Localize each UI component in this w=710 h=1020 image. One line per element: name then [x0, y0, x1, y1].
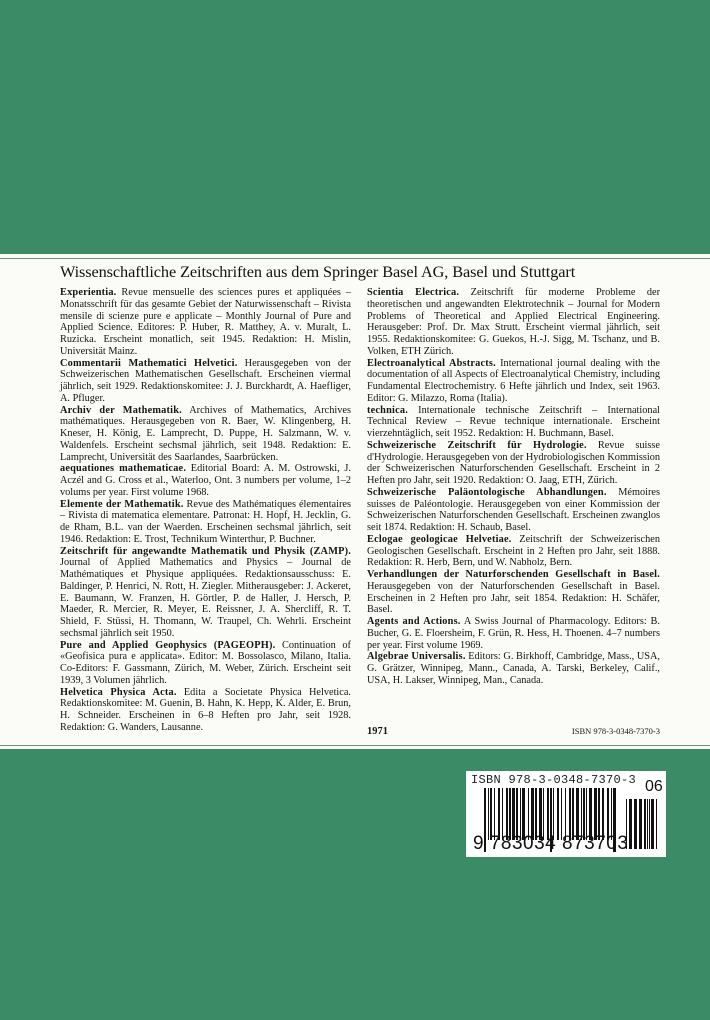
journal-entry: [367, 358, 660, 405]
year: 1971: [367, 726, 388, 737]
journal-entry: [60, 358, 351, 405]
journal-entry: [367, 651, 660, 686]
barcode-addon-bar: [656, 799, 657, 849]
journal-description: Zeitschrift der Schweizerischen Geologischen Gesellschaft. Erscheint in 2 Heften pro Jahr, seit 1888. Redaktion: R. Herb, Bern, und W. Nabholz, Bern.: [367, 533, 660, 569]
panel-footer: [367, 726, 660, 737]
journal-description: Herausgegeben von der Naturforschenden Gesellschaft in Basel. Erscheinen in 2 Heften pro Jahr, seit 1854. Redaktion: H. Schäfer, Basel.: [367, 580, 660, 616]
journal-name: technica.: [367, 404, 408, 416]
barcode-addon-bar: [651, 799, 654, 849]
journal-description: Archives of Mathematics, Archives mathématiques. Herausgegeben von R. Baer, W. Klingenberg, H. Kneser, H. König, E. Lamprecht, D. Puppe, H. Salzmann, W. v. Waldenfels. Erscheint sechsmal jährlich, seit 1948. Redaktion: E. Lamprecht, Universität des Saarlandes, Saarbrücken.: [60, 404, 351, 463]
journal-entry: [60, 687, 351, 734]
journal-name: aequationes mathematicae.: [60, 463, 187, 475]
journal-entry: [367, 616, 660, 651]
journal-entry: [367, 534, 660, 569]
journal-name: Archiv der Mathematik.: [60, 404, 182, 416]
journal-entry: [367, 405, 660, 440]
barcode-addon-bar: [629, 799, 632, 849]
journal-name: Scientia Electrica.: [367, 287, 460, 298]
journal-description: Journal of Applied Mathematics and Physics – Journal de Mathématiques et Physique appliquées. Redaktionsausschuss: E. Baldinger, P. Henrici, N. Rott, H. Ziegler. Mitherausgeber: J. Ackeret, E. Baumann, W. Franzen, H. Görtler, P. de Haller, J. Hersch, P. Maeder, R. Mercier, R. Meyer, E. Reissner, J. A. Shercliff, R. T. Shield, F. Stüssi, H. Thomann, W. Traupel, Ch. Wehrli. Erscheint sechsmal jährlich seit 1950.: [60, 557, 351, 639]
barcode-addon-bar: [649, 799, 650, 849]
journal-name: Electroanalytical Abstracts.: [367, 357, 496, 369]
journal-description: A Swiss Journal of Pharmacology. Editors: B. Bucher, G. E. Floersheim, F. Grün, R. Hess, H. Thoenen. 4–7 numbers per year. First volume 1969.: [367, 616, 660, 651]
journal-name: Experientia.: [60, 287, 117, 298]
journal-entry: [367, 569, 660, 616]
journal-name: Zeitschrift für angewandte Mathematik und Physik (ZAMP).: [60, 545, 351, 557]
journal-name: Commentarii Mathematici Helvetici.: [60, 357, 238, 369]
journal-entry: [367, 440, 660, 487]
journal-entry: [60, 463, 351, 498]
journal-entry: [367, 487, 660, 534]
journal-name: Pure and Applied Geophysics (PAGEOPH).: [60, 639, 276, 651]
barcode-digits: 9 783034 873703: [473, 833, 629, 854]
journal-description: Zeitschrift für moderne Probleme der theoretischen und angewandten Elektrotechnik – Journal for Modern Problems of Theoretical and Applied Electrical Engineering. Herausgeber: Prof. Dr. Max Strutt. Erscheint viermal jährlich, seit 1955. Redaktionskomitee: G. Guekos, H.-J. Sigg, M. Tschanz, und B. Volken, ETH Zürich.: [367, 287, 661, 357]
journal-description: Herausgegeben von der Schweizerischen Mathematischen Gesellschaft. Erscheinen viermal jährlich, seit 1929. Redaktionskomitee: J. J. Burckhardt, A. Haefliger, A. Pfluger.: [60, 357, 352, 404]
barcode-addon-bar: [634, 799, 637, 849]
barcode-isbn-label: ISBN 978-3-0348-7370-3: [471, 773, 637, 787]
journal-entry: [60, 640, 351, 687]
journal-description: Editors: G. Birkhoff, Cambridge, Mass., USA, G. Grätzer, Winnipeg, Mann., Canada, A. Tarski, Berkeley, Calif., USA, H. Lakser, Winnipeg, Man., Canada.: [367, 651, 660, 686]
journal-name: Eclogae geologicae Helvetiae.: [367, 533, 512, 545]
isbn-text: ISBN 978-3-0348-7370-3: [571, 726, 660, 736]
journal-name: Schweizerische Zeitschrift für Hydrologie.: [367, 439, 587, 451]
barcode-addon-bar: [644, 799, 646, 849]
journal-description: Revue mensuelle des sciences pures et appliquées – Monatsschrift für das gesamte Gebiet der Naturwissenschaft – Rivista mensile di scienze pure e applicate – Monthly Journal of Pure and Applied Science. Editores: P. Huber, R. Matthey, A. v. Muralt, L. Ruzicka. Erscheint monatlich, seit 1945. Redaktion: H. Mislin, Universität Mainz.: [60, 287, 351, 357]
top-rule: [0, 258, 710, 259]
journal-name: Agents and Actions.: [367, 616, 461, 627]
page-title: Wissenschaftliche Zeitschriften aus dem Springer Basel AG, Basel und Stuttgart: [60, 262, 576, 281]
isbn-barcode: [466, 771, 666, 857]
journal-entry: [60, 405, 351, 464]
journal-description: Mémoires suisses de Paléontologie. Herausgegeben von einer Kommission der Schweizerischen Naturforschenden Gesellschaft. Erscheinen zwanglos seit 1874. Redaktion: H. Schaub, Basel.: [367, 486, 660, 533]
journal-description: Continuation of «Geofisica pura e applicata». Editor: M. Bossolasco, Milano, Italia. Co-Editors: F. Gassmann, Zürich, M. Weber, Zürich. Erscheint seit 1939, 3 Volumen jährlich.: [60, 639, 351, 686]
barcode-addon-bar: [639, 799, 642, 849]
journal-description: Revue suisse d'Hydrologie. Herausgegeben von der Hydrobiologischen Kommission der Schweizerischen Naturforschenden Gesellschaft. Erscheint in 2 Heften pro Jahr, seit 1920. Redaktion: O. Jaag, ETH, Zürich.: [367, 439, 660, 486]
journal-name: Verhandlungen der Naturforschenden Gesellschaft in Basel.: [367, 569, 660, 580]
journal-description: Editorial Board: A. M. Ostrowski, J. Aczél and G. Cross et al., Waterloo, Ont. 3 numbers per volume, 1–2 volums per year. First volume 1968.: [60, 463, 351, 498]
journal-name: Algebrae Universalis.: [367, 651, 466, 663]
journal-entry: [367, 287, 660, 358]
bottom-rule: [0, 745, 710, 746]
journal-name: Elemente der Mathematik.: [60, 498, 184, 510]
journal-entry: [60, 546, 351, 640]
journal-description: Revue des Mathématiques élementaires – Rivista di matematica elementare. Patronat: H. Hopf, H. Jecklin, G. de Rham, B.L. van der Waerden. Erscheinen sechsmal jährlich, seit 1946. Redaktion: E. Trost, Technikum Winterthur, P. Buchner.: [60, 498, 351, 545]
journal-name: Schweizerische Paläontologische Abhandlungen.: [367, 486, 607, 498]
right-column: [367, 287, 660, 687]
barcode-addon-digits: 06: [645, 778, 663, 795]
journal-name: Helvetica Physica Acta.: [60, 686, 177, 698]
journal-description: Edita a Societate Physica Helvetica. Redaktionskomitee: M. Guenin, B. Hahn, K. Hepp, K. Alder, E. Brun, H. Schneider. Erscheinen in 6–8 Heften pro Jahr, seit 1928. Redaktion: G. Wanders, Lausanne.: [60, 686, 352, 733]
journal-entry: [60, 287, 351, 358]
journal-entry: [60, 499, 351, 546]
barcode-addon-bar: [647, 799, 648, 849]
left-column: [60, 287, 351, 734]
journal-description: Internationale technische Zeitschrift – International Technical Review – Revue technique internationale. Erscheint vierzehntäglich, seit 1952. Redaktion: H. Buchmann, Basel.: [367, 404, 660, 439]
journal-description: International journal dealing with the documentation of all Aspects of Electroanalytical Chemistry, including Fundamental Electrochemistry. 6 Hefte jährlich und Index, seit 1963. Editor: G. Milazzo, Roma (Italia).: [367, 357, 660, 404]
